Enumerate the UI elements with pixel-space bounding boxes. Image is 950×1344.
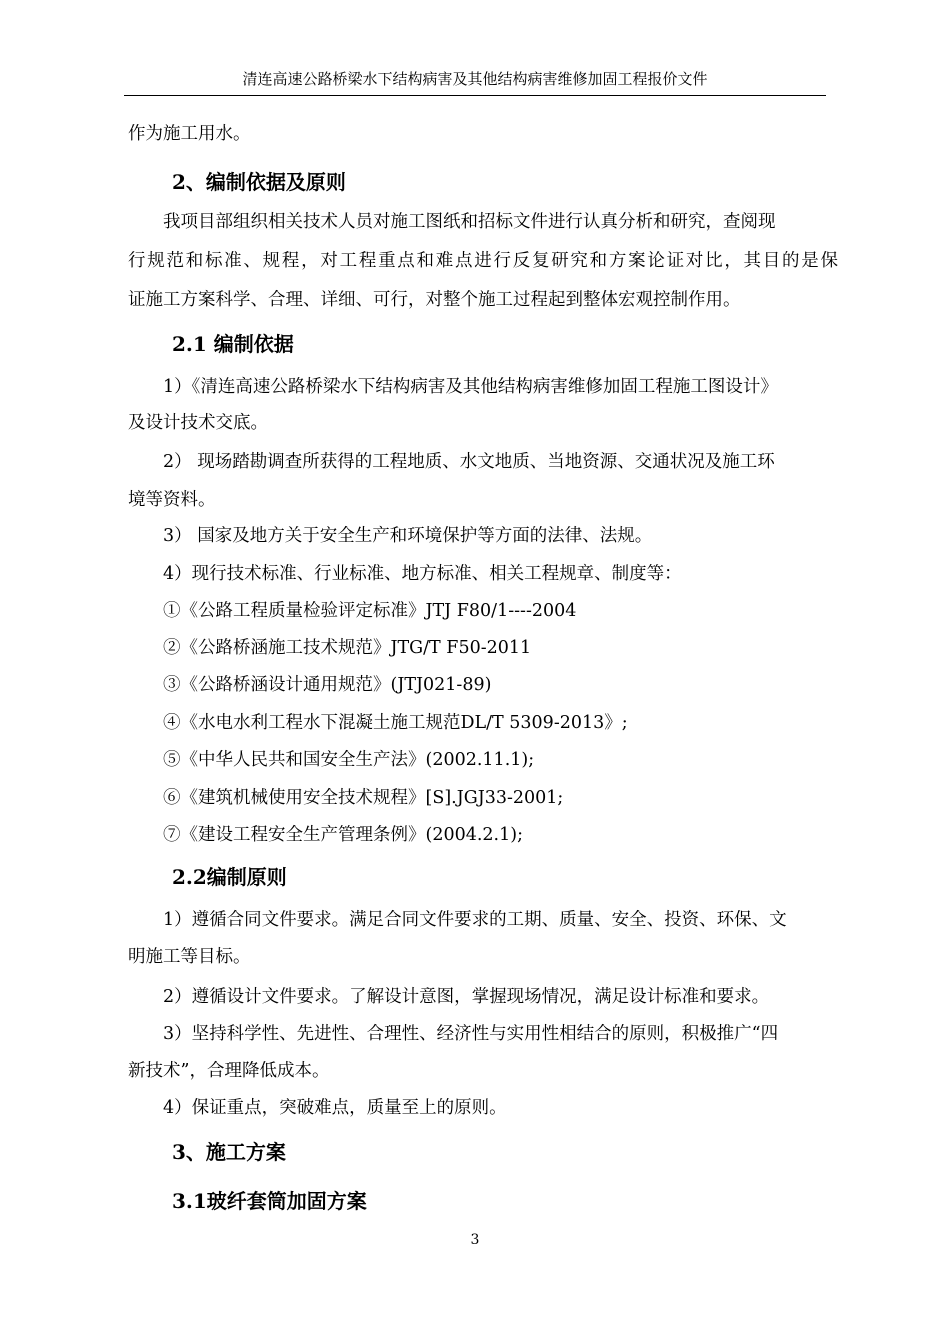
body-line: 3） 国家及地方关于安全生产和环境保护等方面的法律、法规。 [163, 526, 653, 546]
reference-item: ⑥《建筑机械使用安全技术规程》[S].JGJ33-2001; [163, 788, 564, 808]
body-line: 4）保证重点，突破难点，质量至上的原则。 [163, 1098, 507, 1118]
reference-item: ②《公路桥涵施工技术规范》JTG/T F50-2011 [163, 638, 532, 658]
body-line: 1）遵循合同文件要求。满足合同文件要求的工期、质量、安全、投资、环保、文 [163, 910, 787, 930]
reference-item: ⑤《中华人民共和国安全生产法》(2002.11.1); [163, 750, 535, 770]
reference-item: ⑦《建设工程安全生产管理条例》(2004.2.1); [163, 825, 523, 845]
reference-item: ①《公路工程质量检验评定标准》JTJ F80/1----2004 [163, 601, 577, 621]
body-line: 4）现行技术标准、行业标准、地方标准、相关工程规章、制度等： [163, 564, 682, 584]
header-rule [124, 95, 826, 96]
body-line: 我项目部组织相关技术人员对施工图纸和招标文件进行认真分析和研究，查阅现 [163, 212, 776, 232]
section-heading-2-1: 2.1 编制依据 [172, 332, 294, 356]
body-line: 3）坚持科学性、先进性、合理性、经济性与实用性相结合的原则，积极推广“四 [163, 1024, 779, 1044]
body-line: 明施工等目标。 [128, 947, 251, 967]
reference-item: ④《水电水利工程水下混凝土施工规范DL/T 5309-2013》; [163, 713, 628, 733]
body-line: 1）《清连高速公路桥梁水下结构病害及其他结构病害维修加固工程施工图设计》 [163, 377, 778, 397]
section-heading-3: 3、施工方案 [172, 1140, 286, 1164]
section-heading-3-1: 3.1玻纤套筒加固方案 [172, 1189, 367, 1213]
body-line: 新技术”，合理降低成本。 [128, 1061, 330, 1081]
section-heading-2-2: 2.2编制原则 [172, 865, 287, 889]
running-header: 清连高速公路桥梁水下结构病害及其他结构病害维修加固工程报价文件 [242, 70, 708, 88]
body-line: 2） 现场踏勘调查所获得的工程地质、水文地质、当地资源、交通状况及施工环 [163, 452, 775, 472]
section-heading-2: 2、编制依据及原则 [172, 170, 346, 194]
body-line: 及设计技术交底。 [128, 413, 268, 433]
body-line: 作为施工用水。 [128, 124, 251, 144]
body-line: 证施工方案科学、合理、详细、可行，对整个施工过程起到整体宏观控制作用。 [128, 290, 741, 310]
body-line: 境等资料。 [128, 490, 216, 510]
page-number: 3 [470, 1232, 480, 1248]
body-line: 行规范和标准、规程，对工程重点和难点进行反复研究和方案论证对比，其目的是保 [128, 251, 838, 271]
reference-item: ③《公路桥涵设计通用规范》(JTJ021-89) [163, 675, 492, 695]
body-line: 2）遵循设计文件要求。了解设计意图，掌握现场情况，满足设计标准和要求。 [163, 987, 770, 1007]
